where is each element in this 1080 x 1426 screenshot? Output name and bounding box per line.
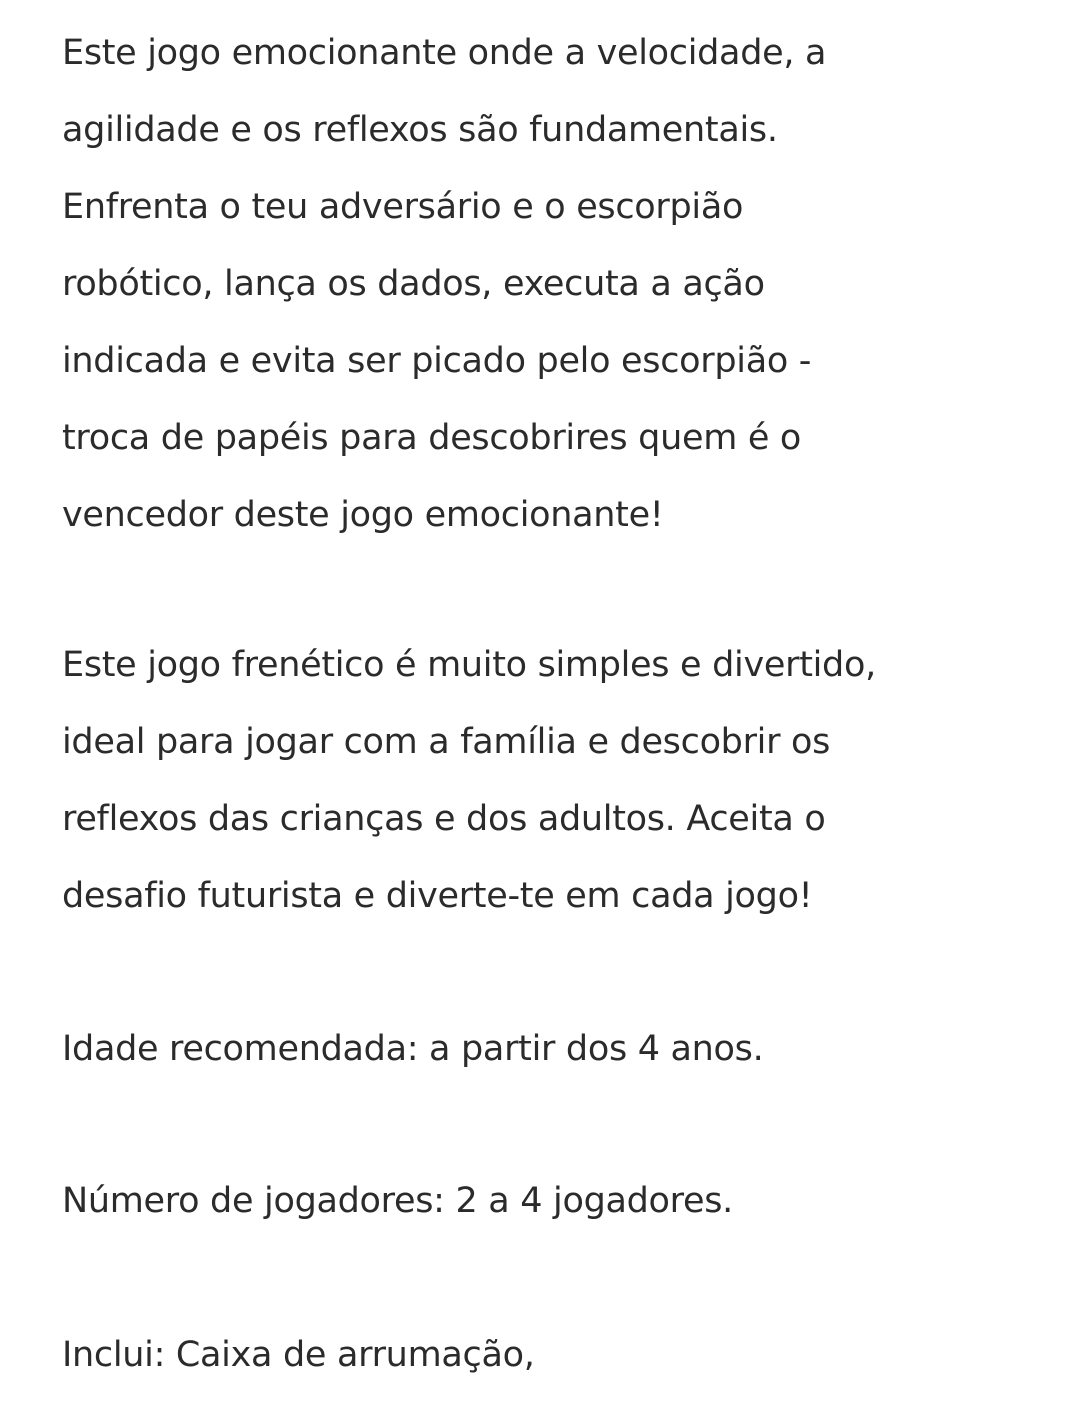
description-paragraph-intro: Este jogo emocionante onde a velocidade, a agilidade e os reflexos são fundamentais. Enfrenta o teu adversário e o escorpião robótico, lança os dados, executa a ação indicada e evita ser picado pelo escorpião - troca de papéis para descobrires quem é o vencedor deste jogo emocionante! — [62, 33, 827, 535]
includes-text: Inclui: Caixa de arrumação, — [62, 1335, 535, 1375]
number-of-players-text: Número de jogadores: 2 a 4 jogadores. — [62, 1181, 733, 1221]
recommended-age-text: Idade recomendada: a partir dos 4 anos. — [62, 1029, 764, 1069]
description-paragraph-details: Este jogo frenético é muito simples e divertido, ideal para jogar com a família e descobrir os reflexos das crianças e dos adultos. Aceita o desafio futurista e diverte-te em cada jogo! — [62, 645, 876, 916]
